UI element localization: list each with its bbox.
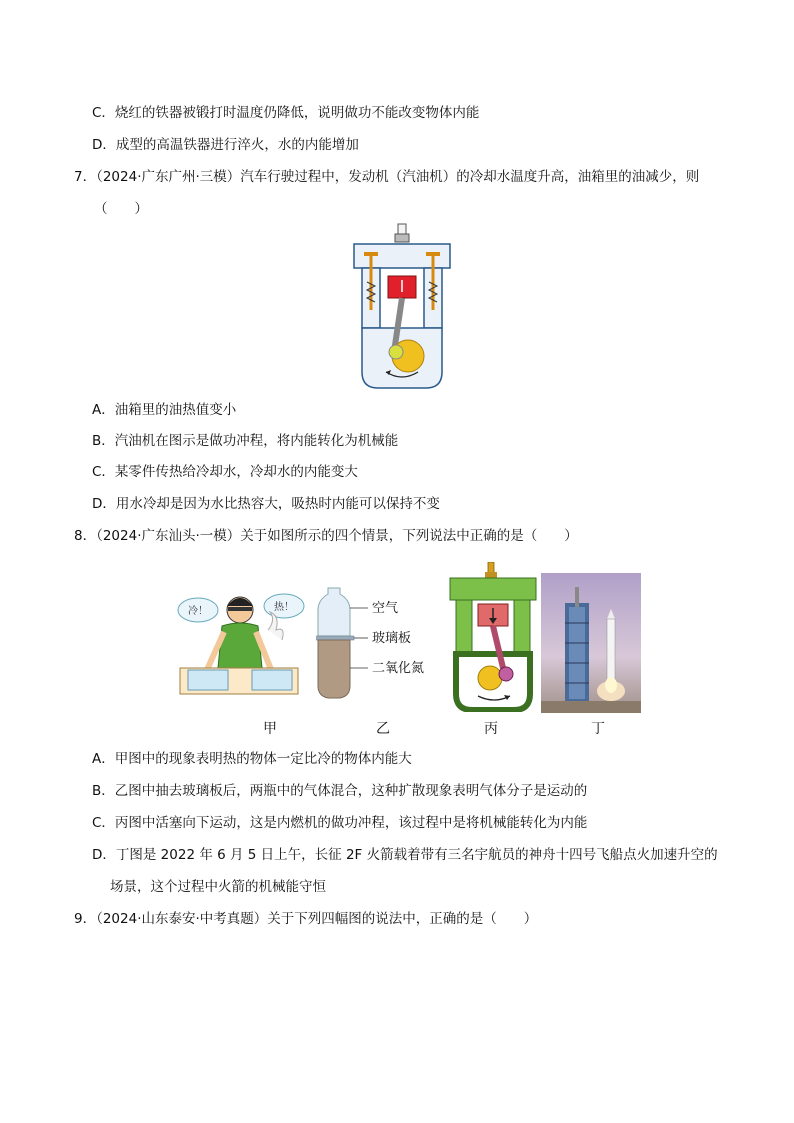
q8-option-a: A．甲图中的现象表明热的物体一定比冷的物体内能大 <box>92 751 412 767</box>
q7-option-c: C．某零件传热给冷却水，冷却水的内能变大 <box>92 464 358 480</box>
q7-engine-figure <box>348 222 456 392</box>
caption-yi: 乙 <box>376 721 390 737</box>
caption-jia: 甲 <box>263 721 277 737</box>
q7-answer-paren: （ ） <box>94 201 148 217</box>
q7-option-d: D．用水冷却是因为水比热容大，吸热时内能可以保持不变 <box>92 496 440 512</box>
caption-bing: 丙 <box>484 721 498 737</box>
q8-option-d-line1: D．丁图是 2022 年 6 月 5 日上午，长征 2F 火箭载着带有三名宇航员的神舟十四号飞船点火加速升空的 <box>92 847 718 863</box>
q8-option-d-line2: 场景，这个过程中火箭的机械能守恒 <box>110 879 326 895</box>
q7-option-b: B．汽油机在图示是做功冲程，将内能转化为机械能 <box>92 433 399 449</box>
q6-option-d: D．成型的高温铁器进行淬火，水的内能增加 <box>92 137 359 153</box>
q8-option-b: B．乙图中抽去玻璃板后，两瓶中的气体混合，这种扩散现象表明气体分子是运动的 <box>92 783 588 799</box>
bubble-hot: 热！ <box>274 602 294 613</box>
q9-stem: 9．（2024·山东泰安·中考真题）关于下列四幅图的说法中，正确的是（ ） <box>74 911 538 927</box>
label-air: 空气 <box>372 601 399 616</box>
label-no2: 二氧化氮 <box>372 661 425 676</box>
q6-option-c: C．烧红的铁器被锻打时温度仍降低，说明做功不能改变物体内能 <box>92 105 480 121</box>
bubble-cold: 冷！ <box>188 606 208 617</box>
q7-stem: 7．（2024·广东广州·三模）汽车行驶过程中，发动机（汽油机）的冷却水温度升高，油箱里的油减少，则 <box>74 169 700 185</box>
q8-figure-jia <box>176 580 306 700</box>
q8-stem: 8．（2024·广东汕头·一模）关于如图所示的四个情景，下列说法中正确的是（ ） <box>74 528 578 544</box>
q8-figure-yi <box>316 584 446 704</box>
q8-figure-bing <box>448 562 538 712</box>
q8-option-c: C．丙图中活塞向下运动，这是内燃机的做功冲程，该过程中是将机械能转化为内能 <box>92 815 588 831</box>
q7-option-a: A．油箱里的油热值变小 <box>92 402 237 418</box>
label-glass-plate: 玻璃板 <box>372 631 412 646</box>
caption-ding: 丁 <box>591 721 605 737</box>
q8-figure-ding <box>541 573 641 713</box>
